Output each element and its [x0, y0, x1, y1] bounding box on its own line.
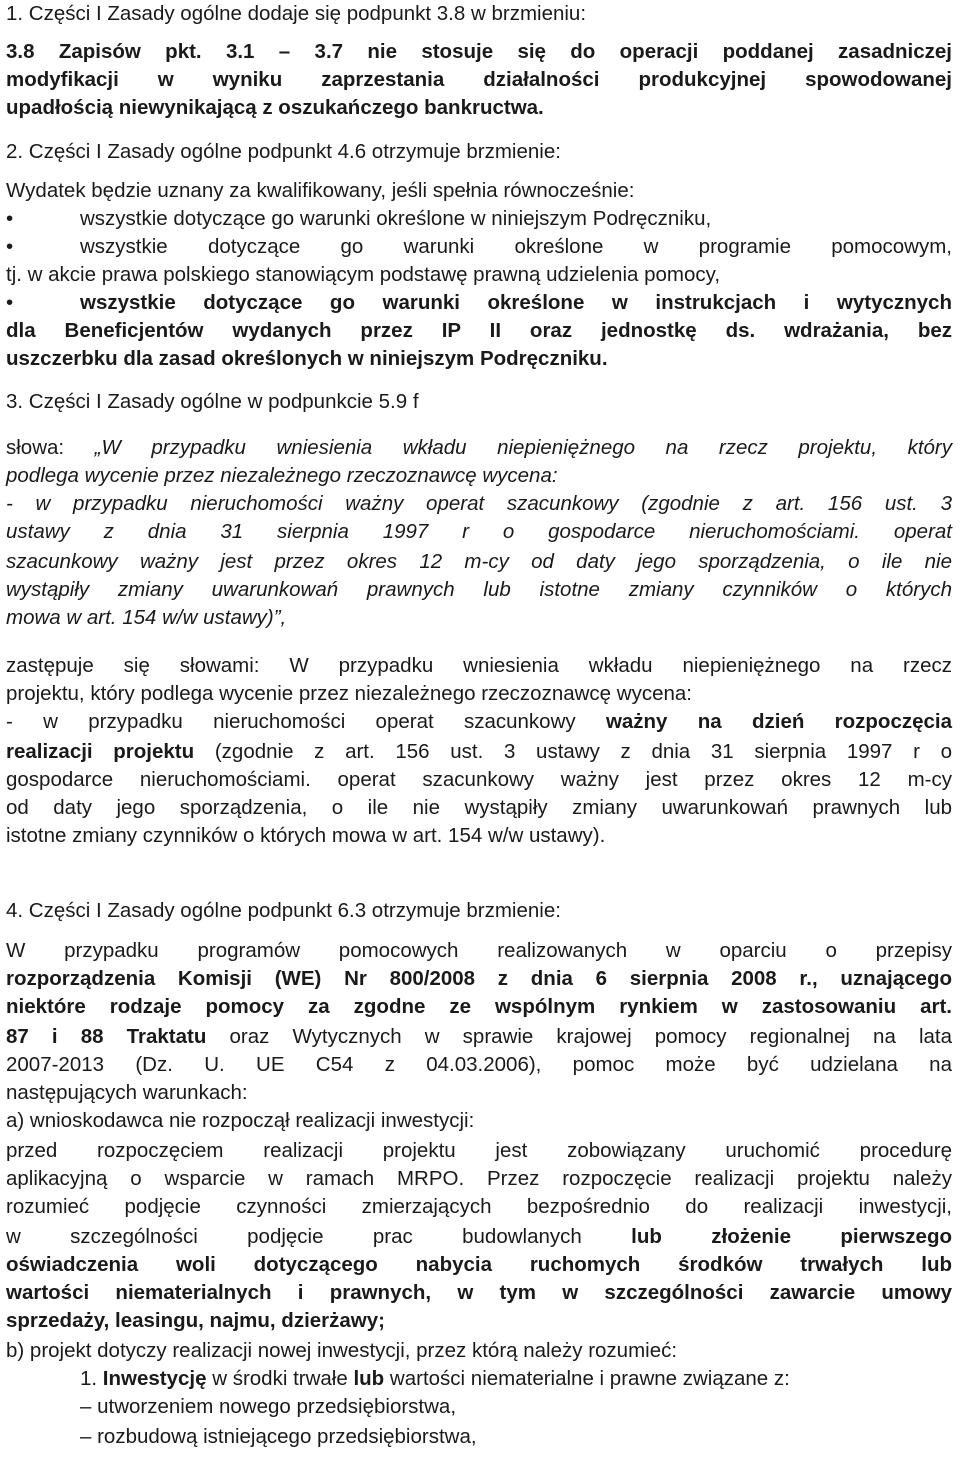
s2-bullet-2-line-2: tj. w akcie prawa polskiego stanowiącym podstawę prawną udzielenia pomocy, [6, 263, 721, 286]
s2-bullet-3-line-1: wszystkie dotyczące go warunki określone w instrukcjach i wytycznych [80, 291, 952, 314]
s3-new-line-3 [6, 708, 952, 736]
section-2-heading: 2. Części I Zasady ogólne podpunkt 4.6 otrzymuje brzmienie: [6, 140, 561, 163]
s3-old-line-5: szacunkowy ważny jest przez okres 12 m-cy od daty jego sporządzenia, o ile nie [6, 550, 952, 573]
s4-a-line-4 [6, 1223, 952, 1251]
s1-line-3: upadłością niewynikającą z oszukańczego bankructwa. [6, 96, 544, 119]
bullet-icon: • [6, 291, 14, 314]
s3-old-line-1 [6, 434, 952, 462]
s3-new-line-5: gospodarce nieruchomościami. operat szacunkowy ważny jest przez okres 12 m-cy [6, 768, 952, 791]
s4-a-line-4a: w szczególności podjęcie prac budowlanych [6, 1225, 632, 1248]
s3-new-line-3b: ważny na dzień rozpoczęcia [605, 710, 953, 733]
s4-line-4b: oraz Wytycznych w sprawie krajowej pomocy regionalnej na lata [206, 1025, 953, 1048]
bullet-icon: • [6, 207, 14, 230]
s4-line-1: W przypadku programów pomocowych realizowanych w oparciu o przepisy [6, 939, 952, 962]
s3-old-line-7: mowa w art. 154 w/w ustawy)”, [6, 606, 287, 629]
s3-new-line-1: zastępuje się słowami: W przypadku wniesienia wkładu niepieniężnego na rzecz [6, 654, 952, 677]
section-3-heading: 3. Części I Zasady ogólne w podpunkcie 5.9 f [6, 390, 419, 413]
s3-new-line-4 [6, 738, 952, 766]
s3-old-line-1-row [6, 434, 952, 462]
s3-old-line-6: wystąpiły zmiany uwarunkowań prawnych lub istotne zmiany czynników o których [6, 578, 952, 601]
s4-a-line-1: przed rozpoczęciem realizacji projektu jest zobowiązany uruchomić procedurę [6, 1139, 952, 1162]
s4-b-item-1-num: 1. [80, 1367, 103, 1390]
bullet-icon: • [6, 235, 14, 258]
s4-line-4a: 87 i 88 Traktatu [6, 1025, 207, 1048]
s4-a-line-6: wartości niematerialnych i prawnych, w tym w szczególności zawarcie umowy [6, 1281, 952, 1304]
s4-b-item-1 [80, 1365, 952, 1393]
s2-bullet-3-row [6, 289, 952, 317]
s2-bullet-3-line-3: uszczerbku dla zasad określonych w niniejszym Podręczniku. [6, 347, 608, 370]
s2-bullet-2-row [6, 233, 952, 261]
section-1-heading: 1. Części I Zasady ogólne dodaje się podpunkt 3.8 w brzmieniu: [6, 2, 587, 25]
s1-line-2: modyfikacji w wyniku zaprzestania działalności produkcyjnej spowodowanej [6, 68, 952, 91]
s4-a-line-2: aplikacyjną o wsparcie w ramach MRPO. Przez rozpoczęcie realizacji projektu należy [6, 1167, 952, 1190]
s3-new-line-7: istotne zmiany czynników o których mowa w art. 154 w/w ustawy). [6, 824, 606, 847]
s3-old-line-2: podlega wycenie przez niezależnego rzeczoznawcę wycena: [6, 464, 558, 487]
s4-a-line-4b: lub złożenie pierwszego [631, 1225, 952, 1248]
s4-b-item-1-end: wartości niematerialne i prawne związane z: [384, 1367, 790, 1390]
s4-line-2: rozporządzenia Komisji (WE) Nr 800/2008 z dnia 6 sierpnia 2008 r., uznającego [6, 967, 952, 990]
s4-b-item-1-bold-2: lub [353, 1367, 385, 1390]
s4-line-6: następujących warunkach: [6, 1081, 248, 1104]
s4-a-label: a) wnioskodawca nie rozpoczął realizacji inwestycji: [6, 1109, 475, 1132]
s3-old-prefix: słowa: [6, 436, 95, 459]
s2-bullet-1-row [6, 205, 952, 233]
section-4-heading: 4. Części I Zasady ogólne podpunkt 6.3 otrzymuje brzmienie: [6, 899, 561, 922]
s4-dash-item-1: – utworzeniem nowego przedsiębiorstwa, [80, 1395, 457, 1418]
s3-old-line-4: ustawy z dnia 31 sierpnia 1997 r o gospodarce nieruchomościami. operat [6, 520, 952, 543]
s4-line-3: niektóre rodzaje pomocy za zgodne ze wspólnym rynkiem w zastosowaniu art. [6, 995, 952, 1018]
s4-a-line-7: sprzedaży, leasingu, najmu, dzierżawy; [6, 1309, 385, 1332]
s4-dash-item-2: – rozbudową istniejącego przedsiębiorstwa, [80, 1425, 477, 1448]
s3-new-line-6: od daty jego sporządzenia, o ile nie wystąpiły zmiany uwarunkowań prawnych lub [6, 796, 952, 819]
s3-new-line-4a: realizacji projektu [6, 740, 195, 763]
s4-b-label: b) projekt dotyczy realizacji nowej inwestycji, przez którą należy rozumieć: [6, 1339, 678, 1362]
s4-line-4 [6, 1023, 952, 1051]
s2-intro: Wydatek będzie uznany za kwalifikowany, jeśli spełnia równocześnie: [6, 179, 635, 202]
s3-new-line-4b: (zgodnie z art. 156 ust. 3 ustawy z dnia 31 sierpnia 1997 r o [194, 740, 953, 763]
s1-line-1: 3.8 Zapisów pkt. 3.1 – 3.7 nie stosuje się do operacji poddanej zasadniczej [6, 40, 952, 63]
s2-bullet-2-line-1: wszystkie dotyczące go warunki określone w programie pomocowym, [80, 235, 952, 258]
s4-a-line-3: rozumieć podjęcie czynności zmierzających bezpośrednio do realizacji inwestycji, [6, 1195, 952, 1218]
s4-a-line-5: oświadczenia woli dotyczącego nabycia ruchomych środków trwałych lub [6, 1253, 952, 1276]
s4-b-item-1-mid: w środki trwałe [206, 1367, 354, 1390]
s3-old-line-3: - w przypadku nieruchomości ważny operat szacunkowy (zgodnie z art. 156 ust. 3 [6, 492, 952, 515]
s3-old-quote-start: „W przypadku wniesienia wkładu niepieniężnego na rzecz projektu, który [94, 436, 952, 459]
s2-bullet-3-line-2: dla Beneficjentów wydanych przez IP II oraz jednostkę ds. wdrażania, bez [6, 319, 952, 342]
s4-line-5: 2007-2013 (Dz. U. UE C54 z 04.03.2006), pomoc może być udzielana na [6, 1053, 952, 1076]
s4-b-item-1-bold-1: Inwestycję [102, 1367, 207, 1390]
s3-new-line-3a: - w przypadku nieruchomości operat szacunkowy [6, 710, 606, 733]
s2-bullet-1-text: wszystkie dotyczące go warunki określone w niniejszym Podręczniku, [80, 207, 712, 230]
s3-new-line-2: projektu, który podlega wycenie przez niezależnego rzeczoznawcę wycena: [6, 682, 692, 705]
